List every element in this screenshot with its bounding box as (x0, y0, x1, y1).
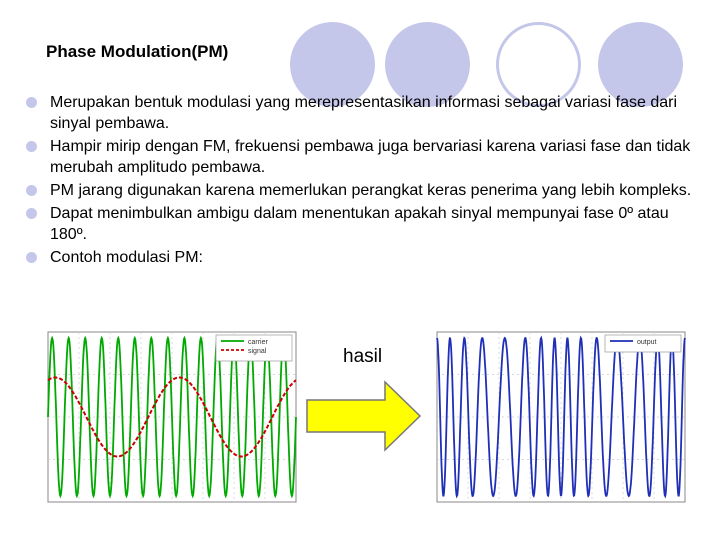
bullet-item: Hampir mirip dengan FM, frekuensi pembawa juga bervariasi karena variasi fase dan tidak merubah amplitudo pembawa. (24, 136, 704, 178)
input-signal-plot (44, 314, 300, 510)
bullet-item: Dapat menimbulkan ambigu dalam menentukan apakah sinyal mempunyai fase 0º atau 180º. (24, 203, 704, 245)
legend-entry: carrier (248, 339, 268, 346)
bullet-item: Merupakan bentuk modulasi yang merepresentasikan informasi sebagai variasi fase dari sinyal pembawa. (24, 92, 704, 134)
plot-legend (216, 335, 292, 361)
bullet-dot-icon (26, 185, 37, 196)
bullet-dot-icon (26, 141, 37, 152)
bullet-list (24, 92, 704, 270)
legend-entry: output (637, 339, 657, 346)
output-signal-plot (433, 314, 689, 510)
legend-entry: signal (248, 348, 267, 355)
slide-title: Phase Modulation(PM) (46, 42, 229, 61)
arrow-label: hasil (343, 346, 383, 367)
bullet-dot-icon (26, 208, 37, 219)
bullet-item: PM jarang digunakan karena memerlukan perangkat keras penerima yang lebih kompleks. (24, 180, 704, 201)
arrow-right-icon (305, 380, 423, 452)
plot-legend (605, 335, 681, 352)
bullet-dot-icon (26, 252, 37, 263)
bullet-dot-icon (26, 97, 37, 108)
bullet-item: Contoh modulasi PM: (24, 247, 704, 268)
